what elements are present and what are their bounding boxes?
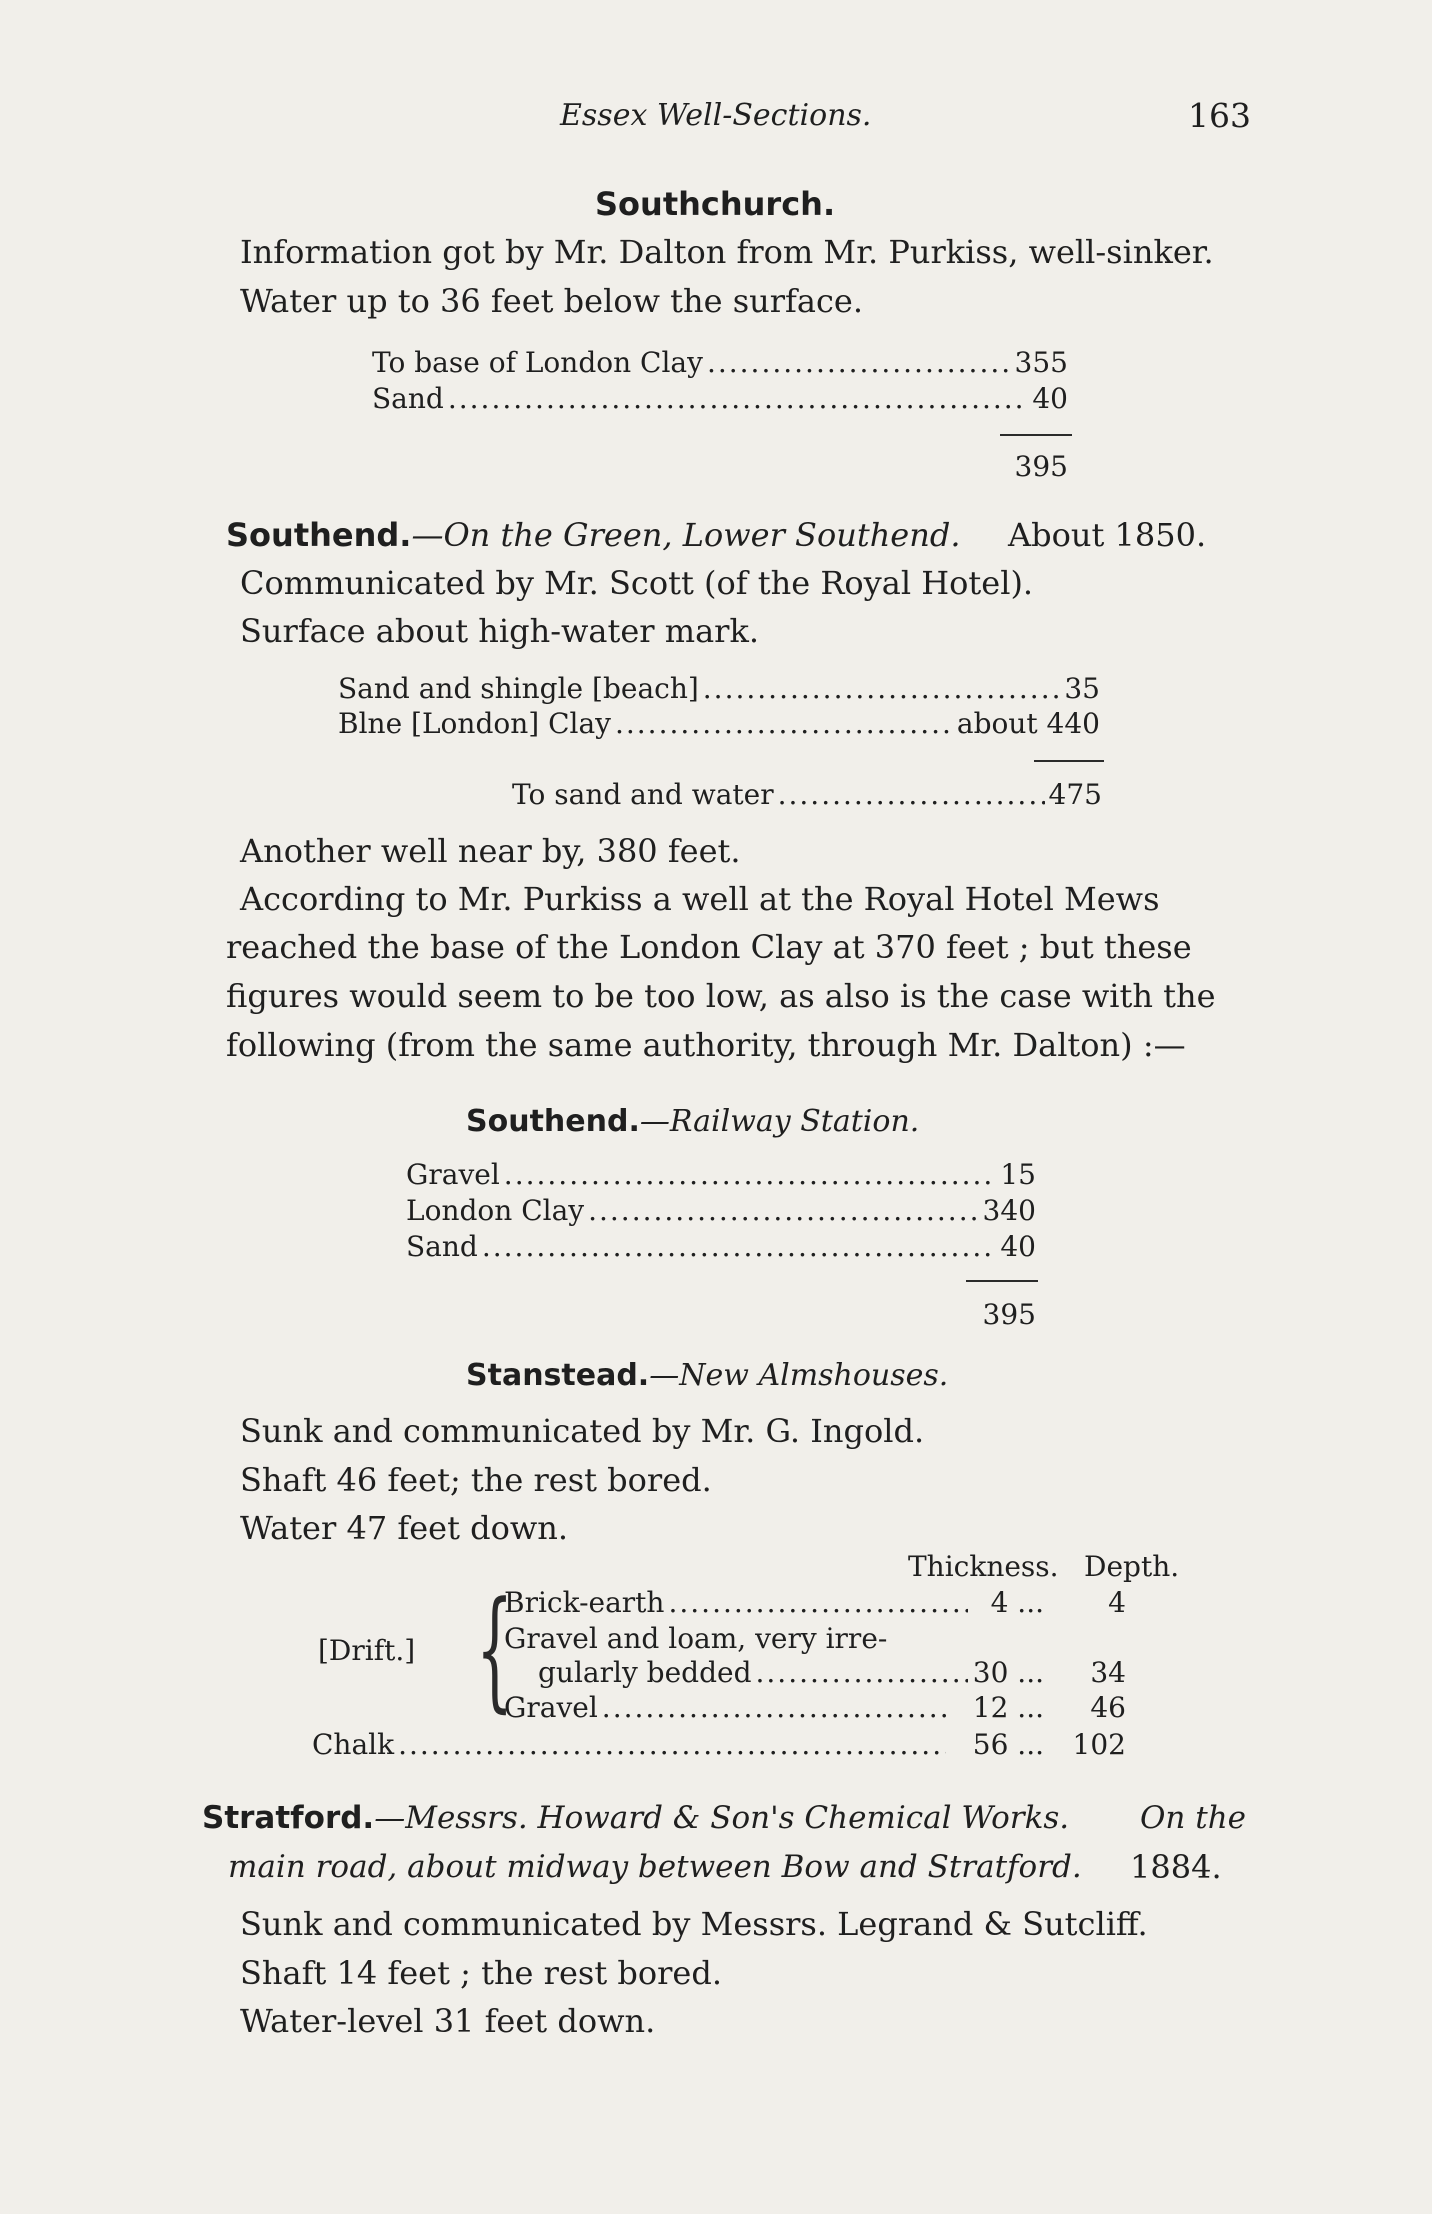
table-row: [312, 1728, 950, 1761]
brace-glyph: {: [476, 1573, 514, 1725]
section-stratford: [202, 1800, 1069, 1836]
row-value: 35: [1064, 672, 1100, 705]
stratford-line-2: Shaft 14 feet ; the rest bored.: [240, 1954, 722, 1992]
row-value: 355: [1014, 346, 1068, 379]
section-subtitle-line2: main road, about midway between Bow and Stratford.: [228, 1849, 1082, 1885]
stanstead-line-2: Shaft 46 feet; the rest bored.: [240, 1461, 712, 1499]
table-row: [538, 1656, 972, 1689]
southend-station-total: 395: [982, 1298, 1036, 1331]
section-heading-stanstead: Stanstead.: [466, 1358, 650, 1393]
stratford-line-3: Water-level 31 feet down.: [240, 2002, 656, 2040]
southchurch-line-1: Information got by Mr. Dalton from Mr. Purkiss, well-sinker.: [240, 233, 1214, 271]
running-header-title: Essex Well-Sections.: [560, 98, 872, 133]
section-southend-station: [466, 1104, 919, 1139]
row-label: Brick-earth: [504, 1586, 665, 1619]
paragraph-line-4: figures would seem to be too low, as also is the case with the: [226, 977, 1216, 1015]
table-row: [504, 1691, 950, 1724]
section-subtitle: —On the Green, Lower Southend.: [411, 516, 961, 554]
section-heading-southend: Southend.: [226, 516, 412, 554]
southend-date: About 1850.: [1008, 516, 1207, 554]
southend-line-2: Surface about high-water mark.: [240, 612, 760, 650]
row-depth: 34: [1090, 1656, 1126, 1689]
southchurch-line-2: Water up to 36 feet below the surface.: [240, 282, 863, 320]
row-label: Blne [London] Clay: [338, 707, 611, 740]
page-number: 163: [1188, 96, 1251, 135]
sum-rule: [1034, 760, 1104, 762]
row-value: 40: [1032, 382, 1068, 415]
row-thickness: 4 ...: [990, 1586, 1044, 1619]
section-subtitle: —New Almshouses.: [649, 1358, 949, 1393]
row-thickness: 56 ...: [972, 1728, 1044, 1761]
paragraph-line-3: reached the base of the London Clay at 370 feet ; but these: [226, 928, 1192, 966]
row-value: 340: [982, 1194, 1036, 1227]
stanstead-line-3: Water 47 feet down.: [240, 1509, 569, 1547]
total-value: 475: [1048, 778, 1102, 811]
sum-rule: [1000, 434, 1072, 436]
table-row: [372, 346, 1068, 379]
col-header-depth: Depth.: [1084, 1550, 1180, 1583]
paragraph-line-5: following (from the same authority, through Mr. Dalton) :—: [226, 1026, 1186, 1064]
row-value: 40: [1000, 1230, 1036, 1263]
southchurch-total: 395: [1014, 450, 1068, 483]
section-subtitle-cont: On the: [1140, 1800, 1247, 1836]
row-depth: 102: [1072, 1728, 1126, 1761]
row-label: To base of London Clay: [372, 346, 703, 379]
table-row: [406, 1230, 1036, 1263]
paragraph-line-2: According to Mr. Purkiss a well at the Royal Hotel Mews: [240, 880, 1160, 918]
stratford-date: 1884.: [1130, 1848, 1222, 1886]
table-row: [504, 1586, 972, 1619]
section-southend-green: [226, 516, 961, 554]
row-label: Gravel: [504, 1691, 598, 1724]
row-label: gularly bedded: [538, 1656, 752, 1689]
table-row-total: [512, 778, 1102, 811]
row-label: Sand: [406, 1230, 478, 1263]
row-thickness: 12 ...: [972, 1691, 1044, 1724]
section-subtitle: —Messrs. Howard & Son's Chemical Works.: [374, 1800, 1070, 1836]
row-label: London Clay: [406, 1194, 585, 1227]
table-row: [406, 1194, 1036, 1227]
section-stanstead: [466, 1358, 948, 1393]
stratford-line-1: Sunk and communicated by Messrs. Legrand & Sutcliff.: [240, 1905, 1148, 1943]
section-heading-stratford: Stratford.: [202, 1800, 375, 1836]
row-label: Gravel and loam, very irre-: [504, 1622, 888, 1655]
table-row: [338, 707, 1100, 740]
row-value: 15: [1000, 1158, 1036, 1191]
drift-group-label: [Drift.]: [318, 1634, 416, 1667]
row-label: Gravel: [406, 1158, 500, 1191]
row-label: Chalk: [312, 1728, 395, 1761]
sum-rule: [966, 1280, 1038, 1282]
stanstead-line-1: Sunk and communicated by Mr. G. Ingold.: [240, 1412, 925, 1450]
table-row: [372, 382, 1068, 415]
table-row: [406, 1158, 1036, 1191]
southend-line-1: Communicated by Mr. Scott (of the Royal Hotel).: [240, 564, 1034, 602]
table-row: [338, 672, 1100, 705]
section-subtitle: —Railway Station.: [639, 1104, 920, 1139]
row-label: Sand: [372, 382, 444, 415]
total-label: To sand and water: [512, 778, 774, 811]
row-label: Sand and shingle [beach]: [338, 672, 699, 705]
row-depth: 4: [1108, 1586, 1126, 1619]
col-header-thickness: Thickness.: [908, 1550, 1059, 1583]
section-heading-southchurch: Southchurch.: [595, 185, 836, 223]
paragraph-line-1: Another well near by, 380 feet.: [240, 832, 741, 870]
row-thickness: 30 ...: [972, 1656, 1044, 1689]
row-value: about 440: [956, 707, 1100, 740]
row-depth: 46: [1090, 1691, 1126, 1724]
section-heading-southend: Southend.: [466, 1104, 640, 1139]
